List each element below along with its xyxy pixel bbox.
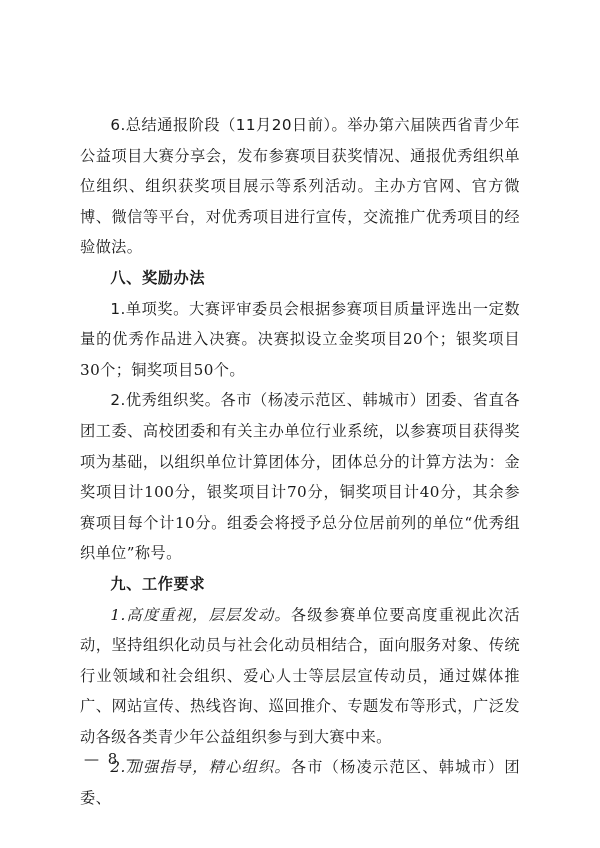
paragraph-text: 举办第六届陕西省青少年公益项目大赛分享会，发布参赛项目获奖情况、通报优秀组织单位组织、组织获奖项目展示等系列活动。主办方官网、官方微博、微信等平台，对优秀项目进行宣传，交流推广优秀项目的经验做法。 xyxy=(80,116,521,257)
paragraph-lead: 2.优秀组织奖。 xyxy=(110,391,221,410)
section-heading-requirements: 九、工作要求 xyxy=(110,574,206,593)
paragraph-lead: 2.加强指导，精心组织。 xyxy=(110,758,291,777)
paragraph-lead: 1.单项奖。 xyxy=(110,299,189,318)
section-heading-awards: 八、奖励办法 xyxy=(110,268,206,287)
paragraph-requirement-2 xyxy=(80,752,520,813)
paragraph-text: 各市（杨凌示范区、韩城市）团委、 xyxy=(80,758,520,808)
paragraph-summary-stage xyxy=(80,110,520,263)
paragraph-lead: 1.高度重视，层层发动。 xyxy=(110,605,291,624)
paragraph-text: 大赛评审委员会根据参赛项目质量评选出一定数量的优秀作品进入决赛。决赛拟设立金奖项目20个；银奖项目30个；铜奖项目50个。 xyxy=(80,299,521,379)
paragraph-org-award xyxy=(80,385,520,569)
paragraph-lead: 6.总结通报阶段（11月20日前）。 xyxy=(110,116,348,134)
document-body xyxy=(80,110,520,814)
paragraph-requirement-1 xyxy=(80,600,520,753)
page-number: — 8 — xyxy=(84,750,144,768)
paragraph-text: 各级参赛单位要高度重视此次活动，坚持组织化动员与社会化动员相结合，面向服务对象、传统行业领域和社会组织、爱心人士等层层宣传动员，通过媒体推广、网站宣传、热线咨询、巡回推介、专题发布等形式，广泛发动各级各类青少年公益组织参与到大赛中来。 xyxy=(80,605,520,746)
paragraph-text: 各市（杨凌示范区、韩城市）团委、省直各团工委、高校团委和有关主办单位行业系统，以参赛项目获得奖项为基础，以组织单位计算团体分，团体总分的计算方法为：金奖项目计100分，银奖项目计70分，铜奖项目计40分，其余参赛项目每个计10分。组委会将授予总分位居前列的单位“优秀组织单位”称号。 xyxy=(80,391,520,563)
paragraph-single-award xyxy=(80,294,520,386)
